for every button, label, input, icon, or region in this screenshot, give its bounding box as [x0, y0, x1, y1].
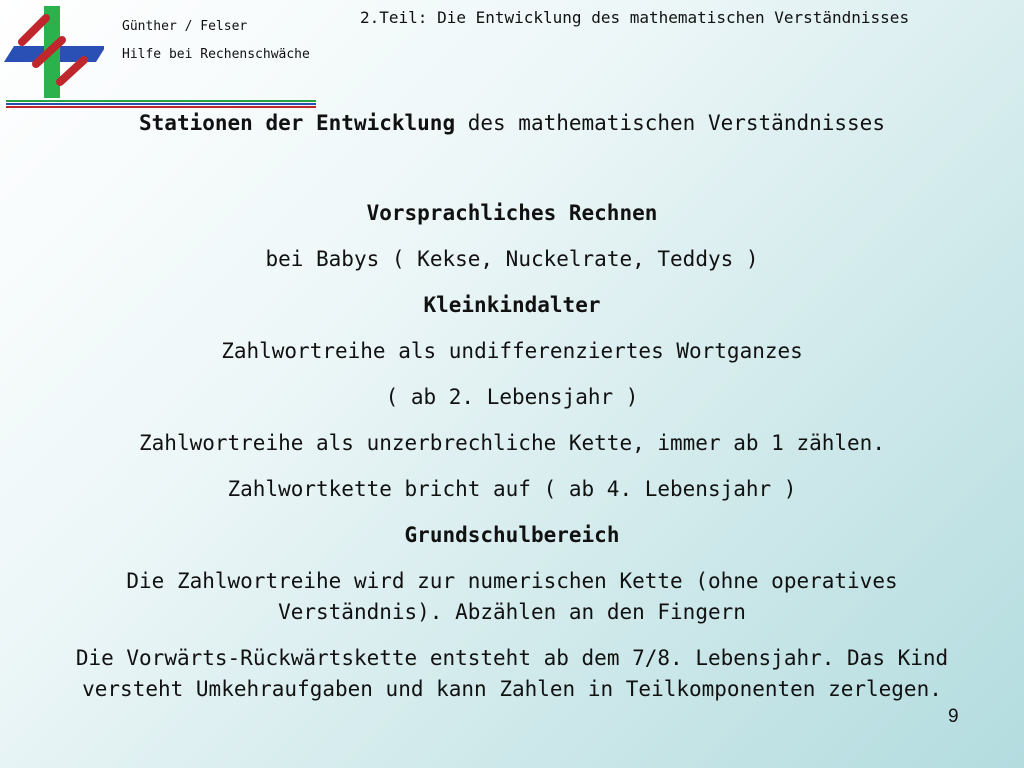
- section-line: Zahlwortkette bricht auf ( ab 4. Lebensjahr ): [227, 477, 797, 501]
- section-line: Die Zahlwortreihe wird zur numerischen Kette (ohne operatives Verständnis). Abzählen an den Fingern: [126, 569, 898, 624]
- section-line: Die Vorwärts-Rückwärtskette entsteht ab dem 7/8. Lebensjahr. Das Kind versteht Umkehraufgaben und kann Zahlen in Teilkomponenten zerlegen.: [75, 646, 949, 701]
- section-line: ( ab 2. Lebensjahr ): [385, 385, 639, 409]
- slide-content: [40, 198, 984, 720]
- page-title-bold: Stationen der Entwicklung: [139, 111, 456, 135]
- header-title: 2.Teil: Die Entwicklung des mathematischen Verständnisses: [360, 8, 910, 27]
- section-line: bei Babys ( Kekse, Nuckelrate, Teddys ): [265, 247, 759, 271]
- header-subtitle: Hilfe bei Rechenschwäche: [122, 47, 310, 62]
- section-heading: Kleinkindalter: [423, 293, 601, 317]
- author-name: Günther / Felser: [122, 19, 248, 34]
- section-line: Zahlwortreihe als undifferenziertes Wortganzes: [221, 339, 803, 363]
- section-line: Zahlwortreihe als unzerbrechliche Kette, immer ab 1 zählen.: [139, 431, 885, 455]
- logo-icon: [4, 4, 104, 100]
- section-heading: Grundschulbereich: [404, 523, 620, 547]
- page-title: [0, 108, 1024, 138]
- page-number: 9: [948, 706, 959, 727]
- section-heading: Vorsprachliches Rechnen: [366, 201, 658, 225]
- page-title-rest: des mathematischen Verständnisses: [455, 111, 885, 135]
